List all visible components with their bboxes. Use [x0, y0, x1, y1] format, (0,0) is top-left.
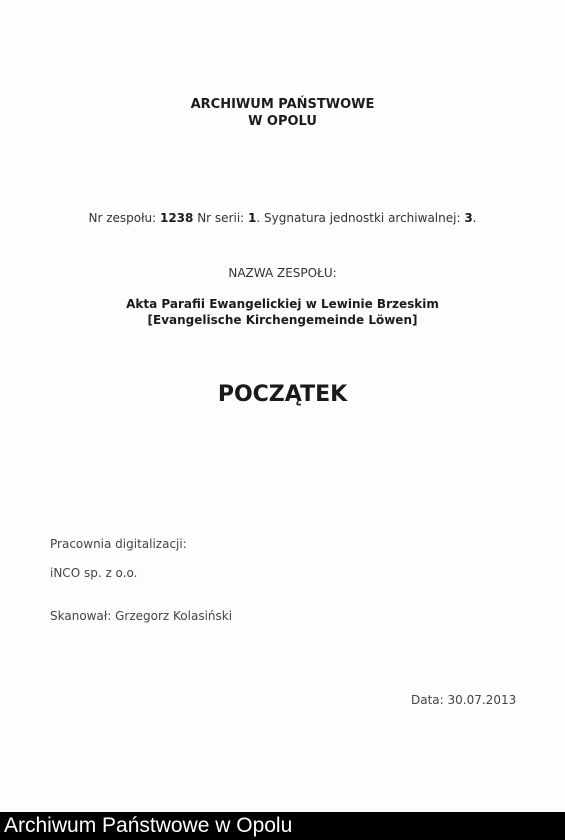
scanned-by: Skanował: Grzegorz Kolasiński: [50, 609, 233, 623]
footer-archive-name: Archiwum Państwowe w Opolu: [4, 814, 293, 837]
fond-title: [0, 296, 565, 328]
record-end-period: .: [472, 211, 477, 225]
record-identifiers: [0, 211, 565, 225]
digitization-studio-label: Pracownia digitalizacji:: [50, 537, 187, 551]
signature-label: . Sygnatura jednostki archiwalnej:: [256, 211, 465, 225]
fond-name-heading: NAZWA ZESPOŁU:: [228, 266, 337, 280]
fond-number-label: Nr zespołu:: [88, 211, 160, 225]
footer-bar: [0, 812, 565, 840]
signature-value: 3: [464, 211, 473, 225]
archive-name-line2: W OPOLU: [248, 114, 317, 129]
archive-name-line1: ARCHIWUM PAŃSTWOWE: [190, 97, 375, 112]
start-title: POCZĄTEK: [217, 382, 348, 407]
fond-title-polish: Akta Parafii Ewangelickiej w Lewinie Brzeskim: [126, 297, 439, 311]
digitization-studio-name: iNCO sp. z o.o.: [50, 566, 138, 580]
fond-number-value: 1238: [159, 211, 194, 225]
archive-name: [0, 96, 565, 130]
scan-date: Data: 30.07.2013: [411, 693, 517, 707]
series-number-label: Nr serii:: [193, 211, 249, 225]
series-number-value: 1: [248, 211, 257, 225]
fond-title-german: [Evangelische Kirchengemeinde Löwen]: [147, 313, 418, 327]
